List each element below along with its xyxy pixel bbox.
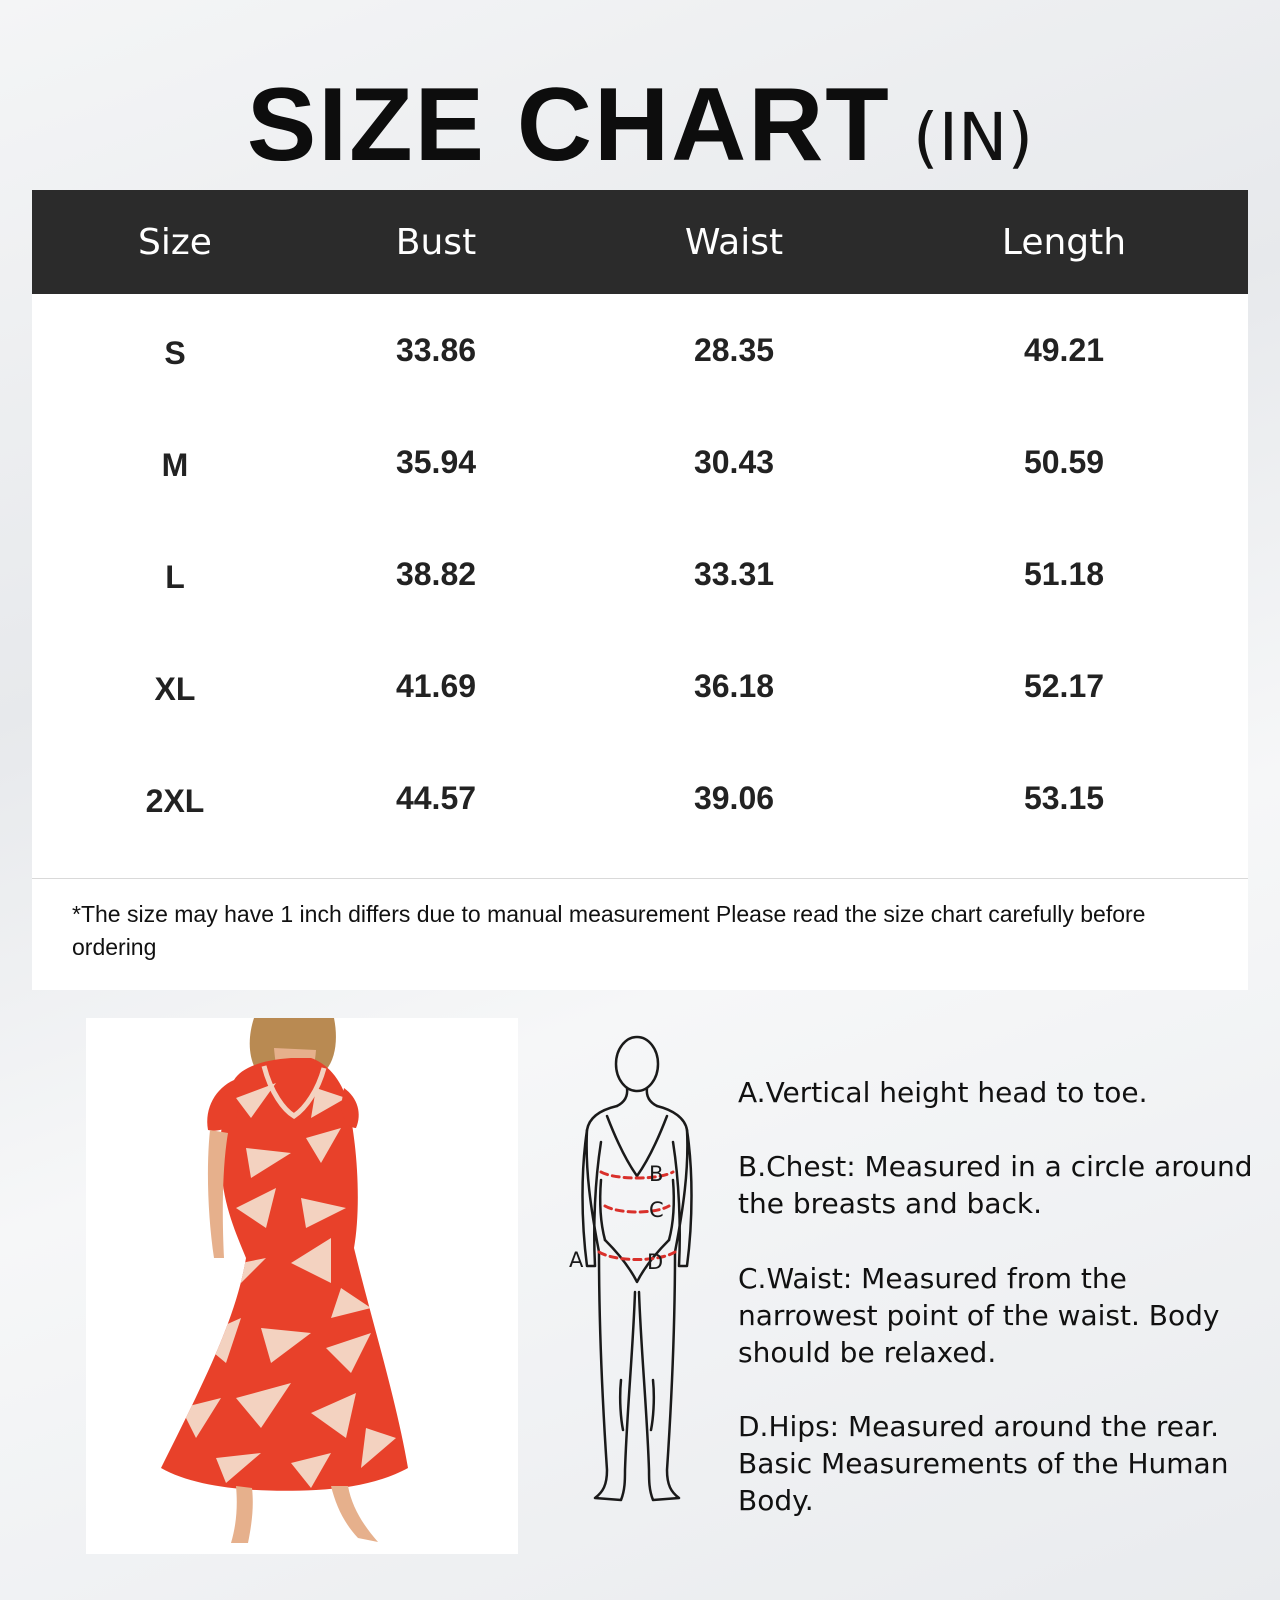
dress-photo [86, 1018, 518, 1554]
cell-bust: 33.86 [395, 331, 477, 368]
cell-length: 50.59 [1023, 443, 1105, 480]
header-length: Length [1001, 221, 1127, 263]
cell-size: M [161, 446, 189, 483]
size-table [32, 190, 1248, 990]
cell-length: 53.15 [1023, 779, 1105, 816]
table-row [32, 406, 1248, 518]
cell-size: 2XL [145, 782, 205, 819]
page-title [0, 66, 1280, 183]
label-d: D [647, 1250, 664, 1274]
cell-bust: 38.82 [395, 555, 477, 592]
cell-size: S [164, 334, 186, 371]
label-c: C [649, 1198, 664, 1222]
cell-waist: 30.43 [693, 443, 775, 480]
cell-waist: 39.06 [693, 779, 775, 816]
label-a: A [569, 1248, 584, 1272]
label-b: B [649, 1162, 664, 1186]
cell-waist: 33.31 [693, 555, 775, 592]
description-d: D.Hips: Measured around the rear. Basic Measurements of the Human Body. [738, 1410, 1229, 1517]
table-header [32, 190, 1248, 294]
table-row [32, 630, 1248, 742]
title-main: SIZE CHART [246, 67, 891, 183]
description-a: A.Vertical height head to toe. [738, 1076, 1148, 1109]
header-waist: Waist [684, 221, 784, 263]
header-size: Size [138, 221, 212, 263]
body-measurement-diagram [555, 1030, 715, 1530]
table-divider [32, 878, 1248, 879]
cell-bust: 41.69 [395, 667, 477, 704]
measurement-descriptions [738, 1074, 1258, 1556]
cell-bust: 44.57 [395, 779, 477, 816]
table-row [32, 518, 1248, 630]
description-b: B.Chest: Measured in a circle around the breasts and back. [738, 1150, 1253, 1220]
cell-bust: 35.94 [395, 443, 477, 480]
description-c: C.Waist: Measured from the narrowest point of the waist. Body should be relaxed. [738, 1262, 1220, 1369]
cell-waist: 28.35 [693, 331, 775, 368]
table-body [32, 294, 1248, 854]
cell-size: XL [154, 670, 196, 707]
table-row [32, 742, 1248, 854]
cell-length: 51.18 [1023, 555, 1105, 592]
cell-size: L [165, 558, 185, 595]
cell-waist: 36.18 [693, 667, 775, 704]
measurement-note: *The size may have 1 inch differs due to manual measurement Please read the size chart carefully before ordering [72, 901, 1146, 960]
cell-length: 52.17 [1023, 667, 1105, 704]
cell-length: 49.21 [1023, 331, 1105, 368]
title-unit: (IN) [912, 99, 1034, 176]
header-bust: Bust [395, 221, 477, 263]
table-row [32, 294, 1248, 406]
